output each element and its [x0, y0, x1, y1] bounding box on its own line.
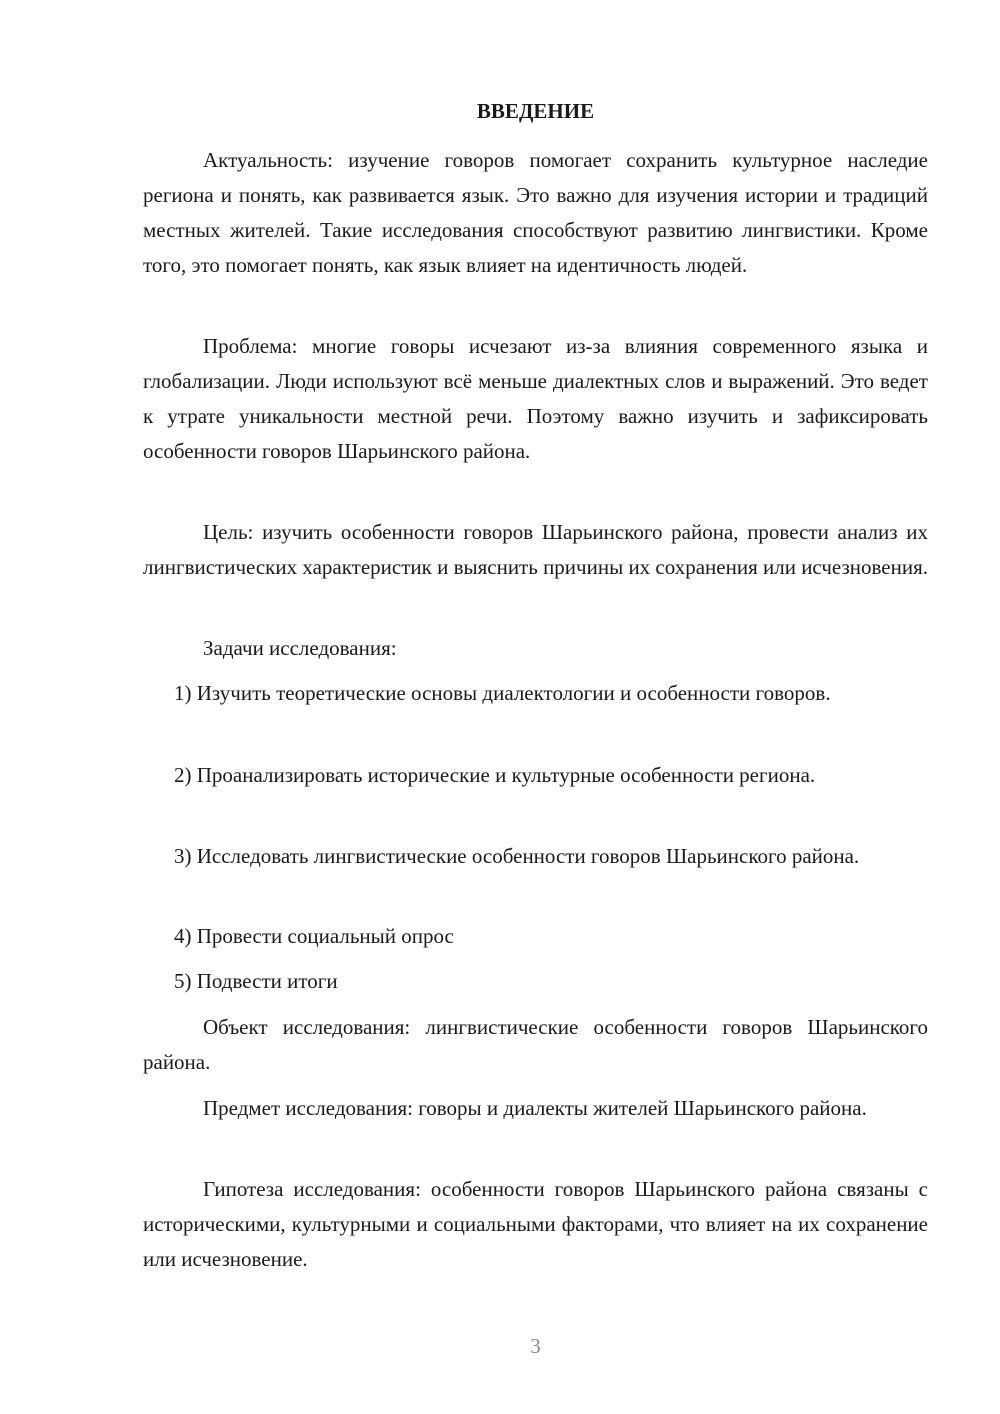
task-item-3: 3) Исследовать лингвистические особенности говоров Шарьинского района.	[174, 844, 860, 868]
page-number: 3	[530, 1334, 541, 1358]
task-item-2: 2) Проанализировать исторические и культурные особенности региона.	[174, 763, 816, 787]
page-title: ВВЕДЕНИЕ	[476, 99, 595, 123]
subject-paragraph: Предмет исследования: говоры и диалекты жителей Шарьинского района.	[203, 1096, 867, 1120]
task-item-4: 4) Провести социальный опрос	[174, 924, 454, 948]
problem-paragraph: Проблема: многие говоры исчезают из-за влияния современного языка и глобализации. Люди используют всё меньше диалектных слов и выражений. Это ведет к утрате уникальности местной речи. Поэтому важно изучить и зафиксировать особенности говоров Шарьинского района.	[143, 334, 928, 463]
task-item-5: 5) Подвести итоги	[174, 969, 338, 993]
tasks-heading: Задачи исследования:	[203, 636, 397, 660]
goal-paragraph: Цель: изучить особенности говоров Шарьинского района, провести анализ их лингвистических характеристик и выяснить причины их сохранения или исчезновения.	[143, 520, 929, 579]
object-paragraph: Объект исследования: лингвистические особенности говоров Шарьинского района.	[143, 1015, 928, 1074]
task-item-1: 1) Изучить теоретические основы диалектологии и особенности говоров.	[174, 681, 831, 705]
relevance-paragraph: Актуальность: изучение говоров помогает сохранить культурное наследие региона и понять, как развивается язык. Это важно для изучения истории и традиций местных жителей. Такие исследования способствуют развитию лингвистики. Кроме того, это помогает понять, как язык влияет на идентичность людей.	[143, 148, 928, 277]
hypothesis-paragraph: Гипотеза исследования: особенности говоров Шарьинского района связаны с историческими, культурными и социальными факторами, что влияет на их сохранение или исчезновение.	[143, 1177, 928, 1271]
